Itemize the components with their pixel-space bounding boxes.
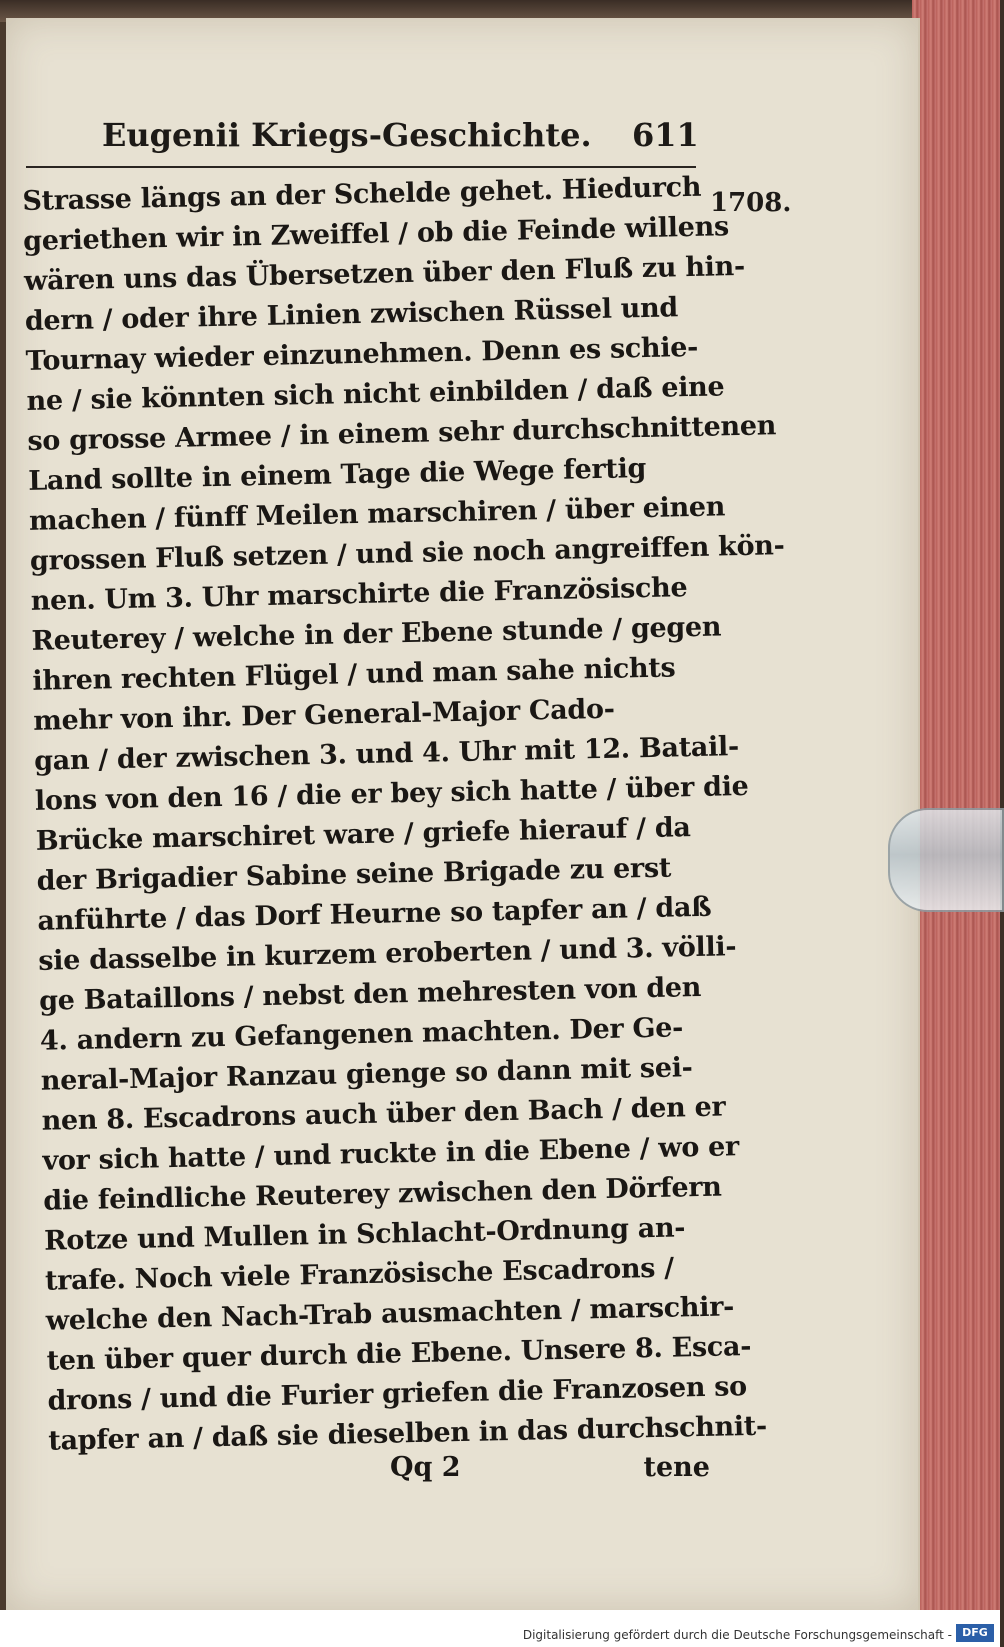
text-line: neral-Major Ranzau gienge so dann mit sei-: [40, 1052, 693, 1097]
text-line: ge Bataillons / nebst den mehresten von den: [38, 971, 702, 1017]
text-line: ihren rechten Flügel / und man sahe nichts: [32, 652, 676, 697]
signature-mark: Qq 2: [390, 1452, 461, 1483]
text-line: grossen Fluß setzen / und sie noch angreiffen kön-: [29, 530, 785, 577]
text-line: so grosse Armee / in einem sehr durchschnittenen: [27, 410, 777, 457]
text-line: wären uns das Übersetzen über den Fluß zu hin-: [23, 250, 746, 297]
text-line: geriethen wir in Zweiffel / ob die Feinde willens: [22, 211, 730, 257]
text-line: ten über quer durch die Ebene. Unsere 8. Esca-: [46, 1330, 752, 1377]
text-line: die feindliche Reuterey zwischen den Dörfern: [43, 1171, 722, 1217]
text-line: Rotze und Mullen in Schlacht-Ordnung an-: [43, 1212, 686, 1257]
running-head: [102, 116, 702, 164]
text-line: Reuterey / welche in der Ebene stunde / gegen: [31, 611, 722, 657]
text-line: Brücke marschiret ware / griefe hierauf / da: [35, 812, 691, 857]
text-line: Strasse längs an der Schelde gehet. Hiedurch: [22, 171, 702, 217]
text-line: Land sollte in einem Tage die Wege fertig: [27, 452, 647, 497]
page-foot: [390, 1452, 710, 1492]
text-line: gan / der zwischen 3. und 4. Uhr mit 12. Batail-: [33, 731, 740, 777]
text-line: Tournay wieder einzunehmen. Denn es schie-: [25, 331, 699, 377]
footer-credit: Digitalisierung gefördert durch die Deutsche Forschungsgemeinschaft -: [522, 1628, 952, 1642]
text-line: nen 8. Escadrons auch über den Bach / den er: [41, 1091, 726, 1137]
running-head-title: Eugenii Kriegs-Geschichte.: [102, 116, 592, 154]
text-line: sie dasselbe in kurzem eroberten / und 3. völli-: [38, 931, 737, 977]
text-line: anführte / das Dorf Heurne so tapfer an / daß: [37, 891, 712, 937]
text-line: tapfer an / daß sie dieselben in das durchschnit-: [48, 1410, 768, 1457]
text-line: 4. andern zu Gefangenen machten. Der Ge-: [39, 1012, 684, 1057]
text-line: welche den Nach-Trab ausmachten / marschir-: [45, 1291, 735, 1337]
text-line: nen. Um 3. Uhr marschirte die Französische: [30, 572, 688, 617]
book-page-edges: [912, 0, 1000, 1610]
text-line: machen / fünff Meilen marschiren / über einen: [28, 491, 726, 537]
text-line: ne / sie könnten sich nicht einbilden / daß eine: [26, 371, 725, 417]
text-line: mehr von ihr. Der General-Major Cado-: [32, 693, 615, 737]
text-line: dern / oder ihre Linien zwischen Rüssel und: [24, 292, 679, 337]
page-number: 611: [632, 116, 699, 154]
text-line: trafe. Noch viele Französische Escadrons /: [44, 1252, 675, 1297]
header-rule: [26, 166, 696, 168]
text-line: drons / und die Furier griefen die Franzosen so: [47, 1371, 748, 1417]
catchword: tene: [643, 1452, 710, 1483]
page-holder-clip: [888, 808, 1004, 912]
text-line: vor sich hatte / und ruckte in die Ebene / wo er: [42, 1131, 740, 1177]
text-line: der Brigadier Sabine seine Brigade zu erst: [36, 852, 672, 897]
margin-year-note: 1708.: [710, 188, 792, 218]
dfg-logo: DFG: [956, 1624, 994, 1642]
text-line: lons von den 16 / die er bey sich hatte / über die: [34, 770, 749, 817]
